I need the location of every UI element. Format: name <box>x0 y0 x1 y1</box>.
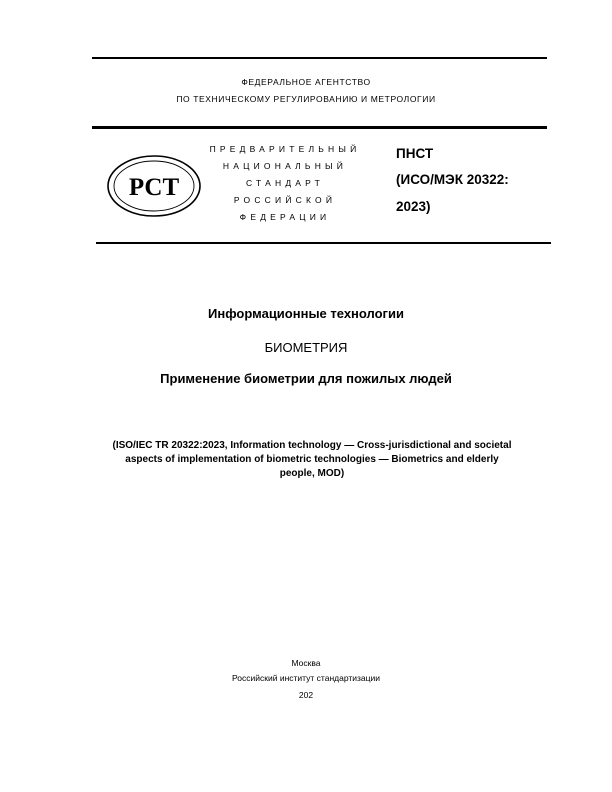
header-rule <box>92 126 547 129</box>
footer-publisher: Российский институт стандартизации <box>232 673 380 683</box>
header-bottom-rule <box>96 242 551 244</box>
title-line-2: БИОМЕТРИЯ <box>264 340 348 355</box>
standard-type-line-4: РОССИЙСКОЙ <box>233 195 337 205</box>
agency-line-1: ФЕДЕРАЛЬНОЕ АГЕНТСТВО <box>241 77 371 87</box>
title-line-1: Информационные технологии <box>208 306 404 321</box>
title-line-3: Применение биометрии для пожилых людей <box>160 371 452 386</box>
designation-line-2: (ИСО/МЭК 20322: <box>396 172 509 187</box>
top-rule <box>92 57 547 59</box>
standard-type-line-5: ФЕДЕРАЦИИ <box>239 212 331 222</box>
footer-year: 202 <box>298 690 314 700</box>
designation-line-3: 2023) <box>396 199 431 214</box>
standard-type-line-1: ПРЕДВАРИТЕЛЬНЫЙ <box>209 144 361 154</box>
reference-line-2: aspects of implementation of biometric technologies — Biometrics and elderly <box>125 454 499 465</box>
standard-type-line-3: СТАНДАРТ <box>245 178 325 188</box>
footer-city: Москва <box>291 658 321 668</box>
standard-type-line-2: НАЦИОНАЛЬНЫЙ <box>222 161 348 171</box>
logo-text: РСТ <box>128 174 180 201</box>
reference-line-1: (ISO/IEC TR 20322:2023, Information technology — Cross-jurisdictional and societal <box>112 440 512 451</box>
designation-line-1: ПНСТ <box>396 146 434 161</box>
agency-line-2: ПО ТЕХНИЧЕСКОМУ РЕГУЛИРОВАНИЮ И МЕТРОЛОГИИ <box>176 94 436 104</box>
reference-line-3: people, MOD) <box>279 468 345 479</box>
